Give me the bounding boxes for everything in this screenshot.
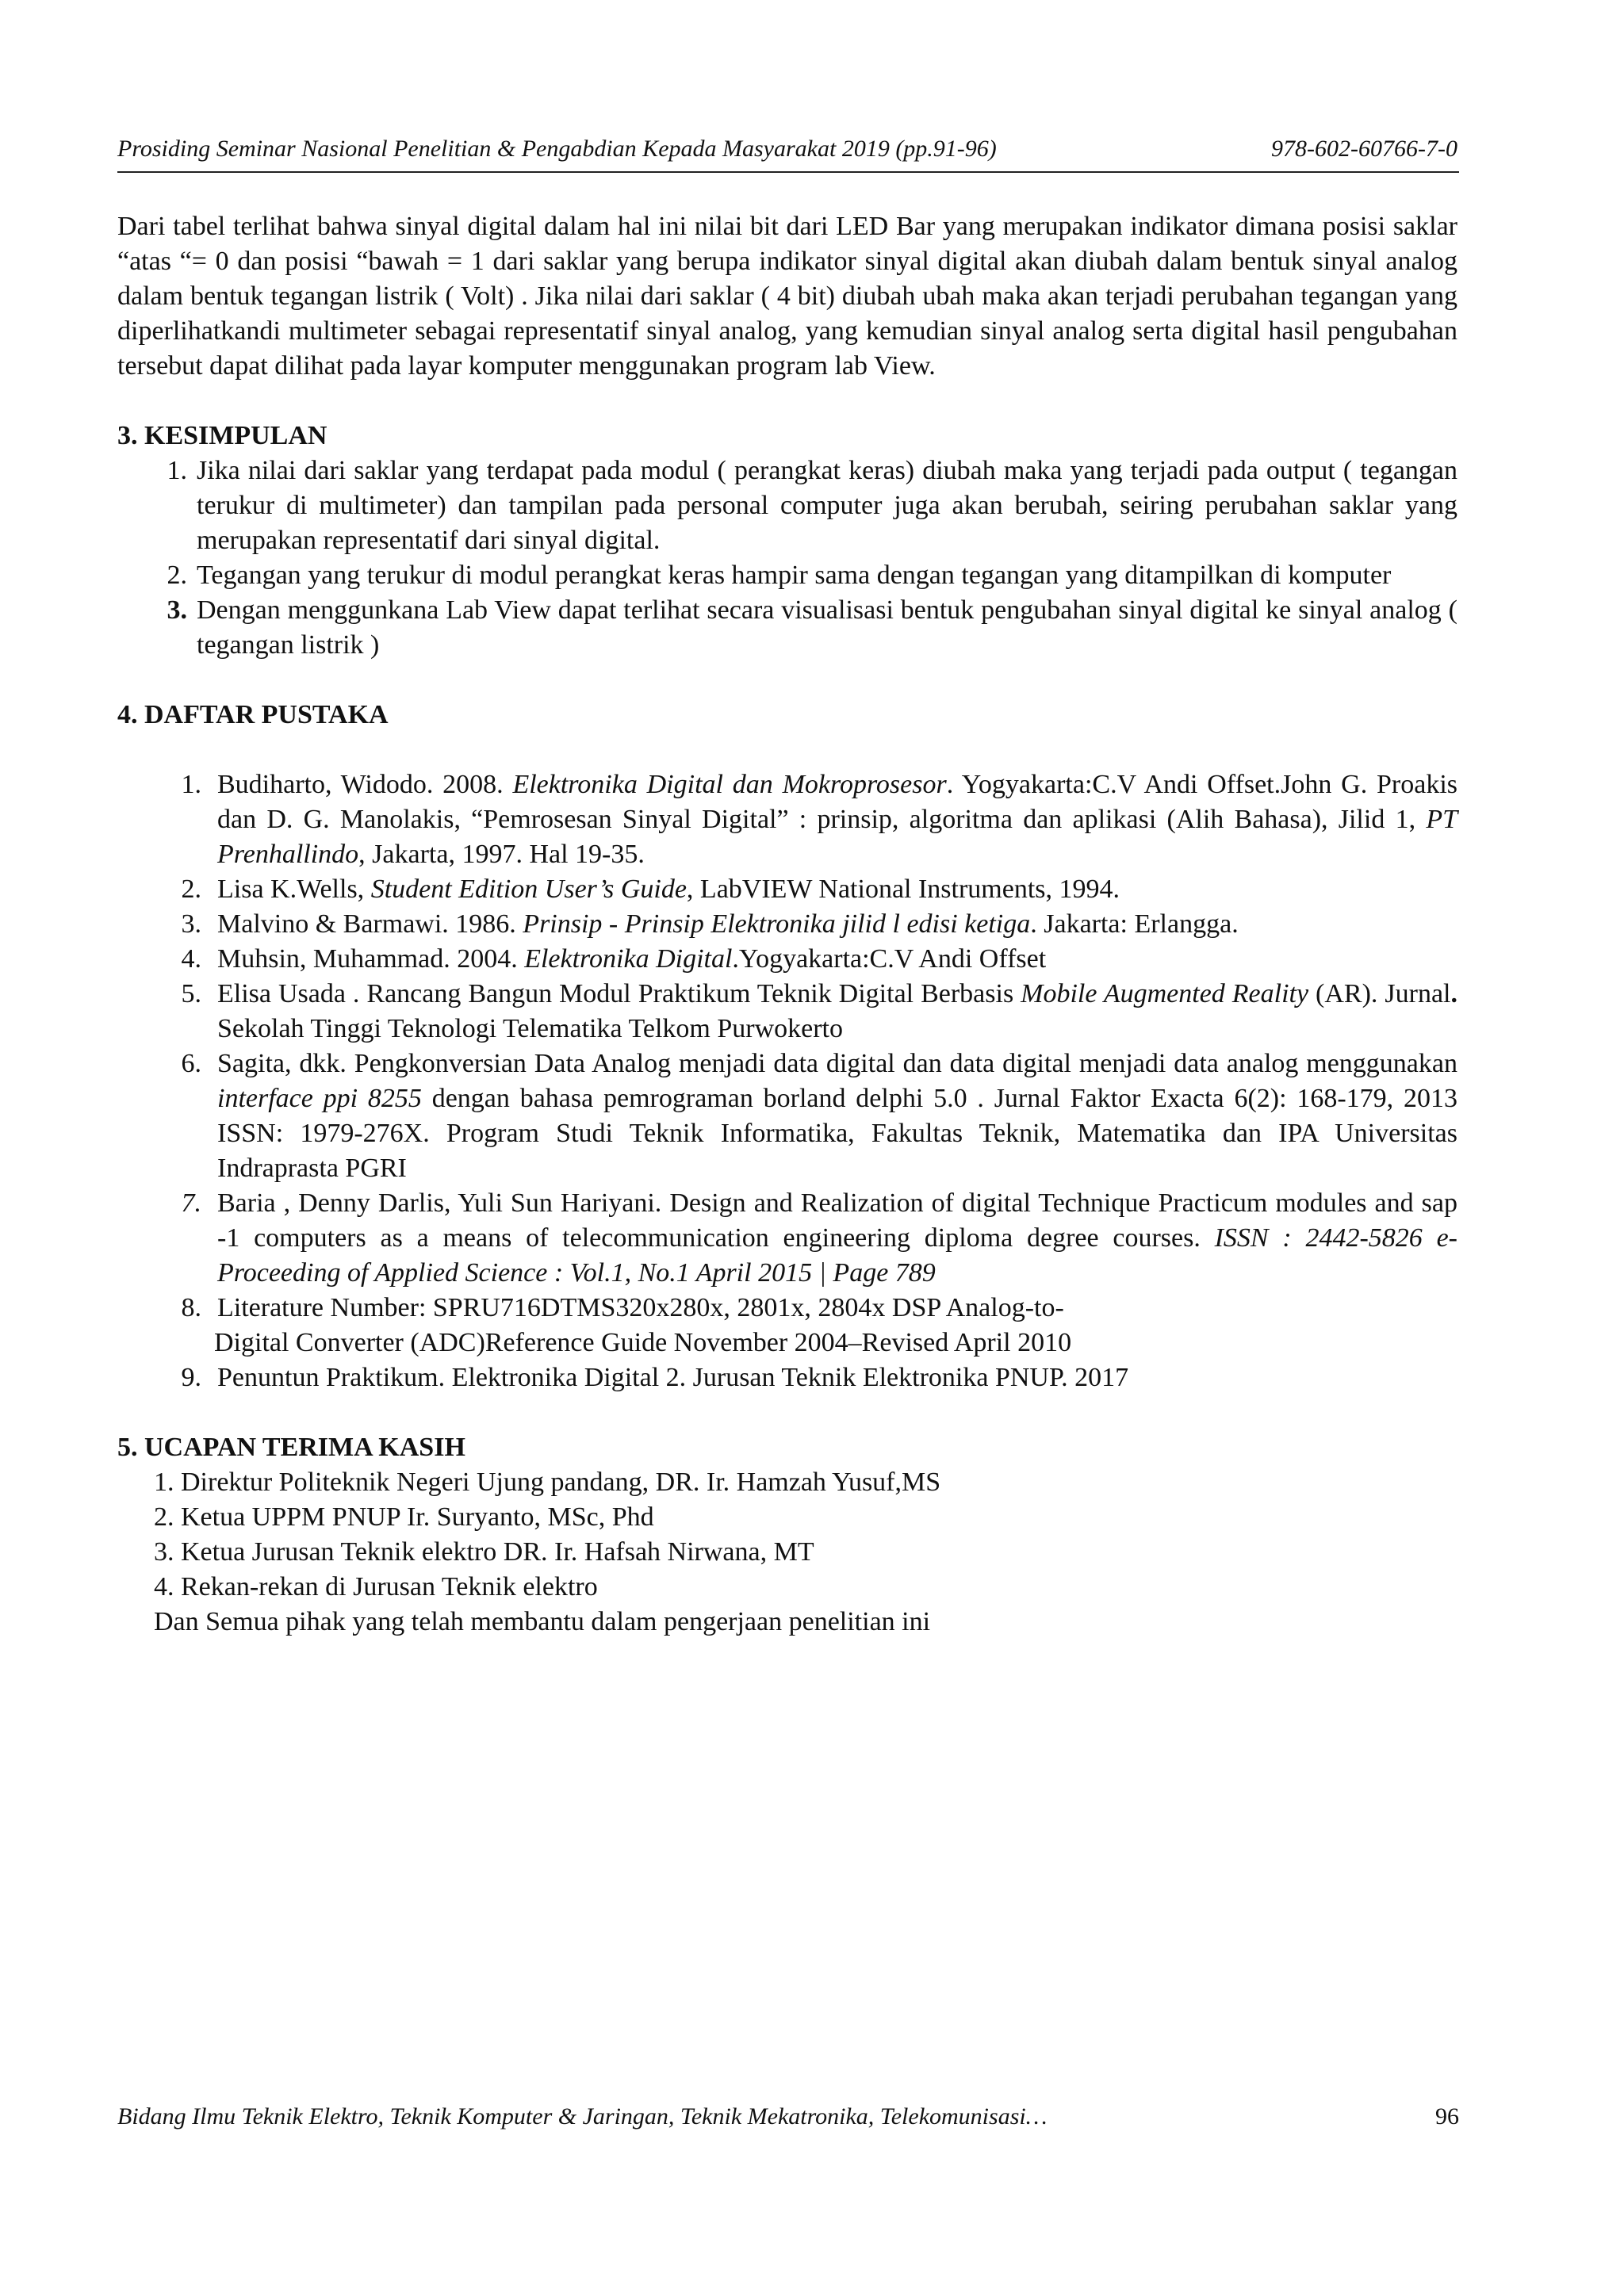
reference-number: 1. — [181, 770, 201, 799]
header-title: Prosiding Seminar Nasional Penelitian & Pengabdian Kepada Masyarakat 2019 (pp.91-96) — [117, 136, 997, 162]
reference-item — [117, 872, 1457, 907]
reference-number: 9. — [181, 1363, 201, 1392]
intro-paragraph: Dari tabel terlihat bahwa sinyal digital dalam hal ini nilai bit dari LED Bar yang merupakan indikator dimana posisi saklar “atas “= 0 dan posisi “bawah = 1 dari saklar yang berupa indikator sinyal digital akan diubah dalam bentuk sinyal analog dalam bentuk tegangan listrik ( Volt) . Jika nilai dari saklar ( 4 bit) diubah ubah maka akan terjadi perubahan tegangan yang diperlihatkandi multimeter sebagai representatif sinyal analog, yang kemudian sinyal analog serta digital hasil pengubahan tersebut dapat dilihat pada layar komputer menggunakan program lab View. — [117, 212, 1457, 381]
list-item — [117, 593, 1457, 663]
reference-text: Budiharto, Widodo. 2008. — [217, 770, 513, 799]
reference-text: Digital Converter (ADC)Reference Guide November 2004–Revised April 2010 — [214, 1328, 1072, 1357]
reference-title: interface ppi 8255 — [217, 1084, 422, 1113]
acknowledgement-item: 1. Direktur Politeknik Negeri Ujung pandang, DR. Ir. Hamzah Yusuf,MS — [154, 1468, 941, 1497]
list-item — [117, 558, 1457, 593]
page-body — [117, 209, 1457, 1640]
running-header — [117, 135, 1457, 163]
reference-title: Student Edition User’s Guide — [370, 874, 687, 904]
reference-number: 2. — [181, 874, 201, 904]
list-number: 2. — [167, 561, 187, 590]
reference-text: Malvino & Barmawi. 1986. — [217, 909, 523, 939]
reference-title: Prinsip - Prinsip Elektronika jilid l edisi ketiga — [523, 909, 1031, 939]
reference-bold-period: . — [1450, 979, 1457, 1008]
reference-number: 8. — [181, 1293, 201, 1322]
footer-field-list: Bidang Ilmu Teknik Elektro, Teknik Komputer & Jaringan, Teknik Mekatronika, Telekomunisasi… — [117, 2103, 1048, 2130]
reference-title: ISSN : 2442-5826 e-Proceeding of Applied Science : Vol.1, No.1 April 2015 | Page 789 — [217, 1223, 1457, 1288]
running-footer — [117, 2103, 1459, 2131]
list-number: 1. — [167, 456, 187, 485]
section-title-daftar-pustaka: 4. DAFTAR PUSTAKA — [117, 700, 389, 729]
reference-number: 6. — [181, 1049, 201, 1078]
reference-title: Mobile Augmented Reality — [1021, 979, 1309, 1008]
reference-number: 4. — [181, 944, 201, 974]
acknowledgement-item: 2. Ketua UPPM PNUP Ir. Suryanto, MSc, Phd — [154, 1502, 654, 1532]
reference-title: Elektronika Digital dan Mokroprosesor — [512, 770, 947, 799]
reference-list — [117, 767, 1457, 1395]
reference-item — [117, 907, 1457, 942]
header-rule — [117, 171, 1459, 173]
list-number: 3. — [167, 595, 187, 625]
list-item-text: Tegangan yang terukur di modul perangkat keras hampir sama dengan tegangan yang ditampilkan di komputer — [197, 561, 1392, 590]
acknowledgement-item: 4. Rekan-rekan di Jurusan Teknik elektro — [154, 1572, 598, 1601]
reference-text: Muhsin, Muhammad. 2004. — [217, 944, 525, 974]
reference-item — [117, 767, 1457, 872]
acknowledgement-closing: Dan Semua pihak yang telah membantu dalam pengerjaan penelitian ini — [154, 1607, 931, 1636]
reference-number: 7. — [181, 1188, 201, 1218]
reference-text: dengan bahasa pemrograman borland delphi 5.0 . Jurnal Faktor Exacta 6(2): 168-179, 2013 ISSN: 1979-276X. Program Studi Teknik Informatika, Fakultas Teknik, Matematika dan IPA Universitas Indraprasta PGRI — [217, 1084, 1457, 1183]
list-item-text: Jika nilai dari saklar yang terdapat pada modul ( perangkat keras) diubah maka yang terjadi pada output ( tegangan terukur di multimeter) dan tampilan pada personal computer juga akan berubah, seiring perubahan saklar yang merupakan representatif dari sinyal digital. — [197, 456, 1457, 555]
reference-text: (AR). Jurnal — [1308, 979, 1451, 1008]
reference-text: Literature Number: SPRU716DTMS320x280x, 2801x, 2804x DSP Analog-to- — [217, 1293, 1064, 1322]
list-item — [117, 453, 1457, 558]
reference-text: Sekolah Tinggi Teknologi Telematika Telkom Purwokerto — [217, 1014, 843, 1043]
reference-text: Baria , Denny Darlis, Yuli Sun Hariyani. Design and Realization of digital Technique Practicum modules and sap -1 computers as a means of telecommunication engineering diploma degree courses. — [217, 1188, 1457, 1253]
page-number: 96 — [1435, 2103, 1459, 2130]
reference-title: Elektronika Digital — [524, 944, 733, 974]
reference-publisher: PT Prenhallindo — [217, 805, 1457, 869]
reference-text: , LabVIEW National Instruments, 1994. — [686, 874, 1120, 904]
reference-number: 5. — [181, 979, 201, 1008]
reference-text: . Yogyakarta:C.V Andi Offset.John G. Proakis dan D. G. Manolakis, “Pemrosesan Sinyal Digital” : prinsip, algoritma dan aplikasi (Alih Bahasa), Jilid 1, — [217, 770, 1458, 834]
reference-text: Sagita, dkk. Pengkonversian Data Analog menjadi data digital dan data digital menjadi data analog menggunakan — [217, 1049, 1457, 1078]
section-title-kesimpulan: 3. KESIMPULAN — [117, 421, 327, 450]
kesimpulan-list — [117, 453, 1457, 663]
header-isbn: 978-602-60766-7-0 — [1271, 136, 1457, 162]
reference-item — [117, 942, 1457, 977]
reference-item — [117, 1360, 1457, 1395]
reference-text: Penuntun Praktikum. Elektronika Digital 2. Jurusan Teknik Elektronika PNUP. 2017 — [217, 1363, 1129, 1392]
reference-item — [117, 1291, 1457, 1360]
list-item-text: Dengan menggunkana Lab View dapat terlihat secara visualisasi bentuk pengubahan sinyal digital ke sinyal analog ( tegangan listrik ) — [197, 595, 1457, 660]
reference-item — [117, 1186, 1457, 1291]
reference-text: Lisa K.Wells, — [217, 874, 371, 904]
reference-number: 3. — [181, 909, 201, 939]
reference-text: , Jakarta, 1997. Hal 19-35. — [358, 840, 645, 869]
reference-text: .Yogyakarta:C.V Andi Offset — [732, 944, 1047, 974]
reference-item — [117, 1047, 1457, 1186]
section-title-ucapan: 5. UCAPAN TERIMA KASIH — [117, 1433, 465, 1462]
reference-item — [117, 977, 1457, 1047]
reference-text: Elisa Usada . Rancang Bangun Modul Praktikum Teknik Digital Berbasis — [217, 979, 1021, 1008]
reference-text: . Jakarta: Erlangga. — [1030, 909, 1239, 939]
acknowledgement-item: 3. Ketua Jurusan Teknik elektro DR. Ir. Hafsah Nirwana, MT — [154, 1537, 814, 1567]
